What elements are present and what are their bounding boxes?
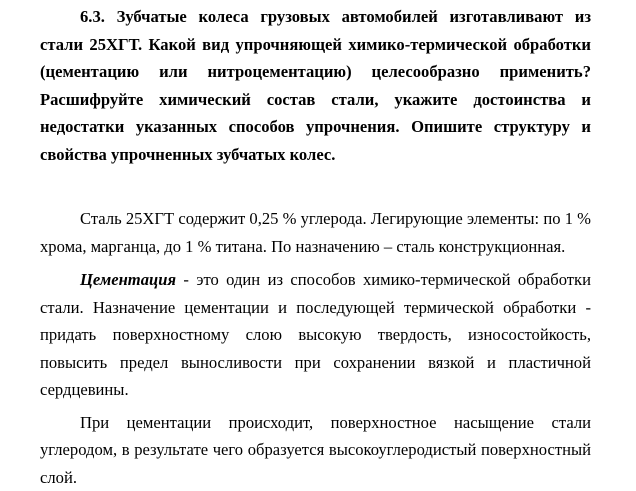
paragraph-text: - это один из способов химико-термической обработки стали. Назначение цементации и последующей термической обработки - придать поверхностному слою высокую твердость, износостойкость, повысить предел выносливости при сохранении вязкой и пластичной сердцевины.: [40, 270, 591, 399]
paragraph-cementation-definition: [40, 266, 591, 404]
question-number: 6.3.: [80, 7, 105, 26]
question-text: Зубчатые колеса грузовых автомобилей изготавливают из стали 25ХГТ. Какой вид упрочняющей химико-термической обработки (цементацию или нитроцементацию) целесообразно применить? Расшифруйте химический состав стали, укажите достоинства и недостатки указанных способов упрочнения. Опишите структуру и свойства упрочненных зубчатых колес.: [40, 7, 591, 164]
term-cementation: Цементация: [80, 270, 176, 289]
paragraph-steel-composition: [40, 205, 591, 260]
document-page: [40, 0, 591, 491]
paragraph-text: Сталь 25ХГТ содержит 0,25 % углерода. Легирующие элементы: по 1 % хрома, марганца, до 1 % титана. По назначению – сталь конструкционная.: [40, 209, 591, 256]
paragraph-cementation-process: [40, 409, 591, 491]
question-heading: [40, 3, 591, 168]
paragraph-text: При цементации происходит, поверхностное насыщение стали углеродом, в результате чего образуется высокоуглеродистый поверхностный слой.: [40, 413, 591, 487]
